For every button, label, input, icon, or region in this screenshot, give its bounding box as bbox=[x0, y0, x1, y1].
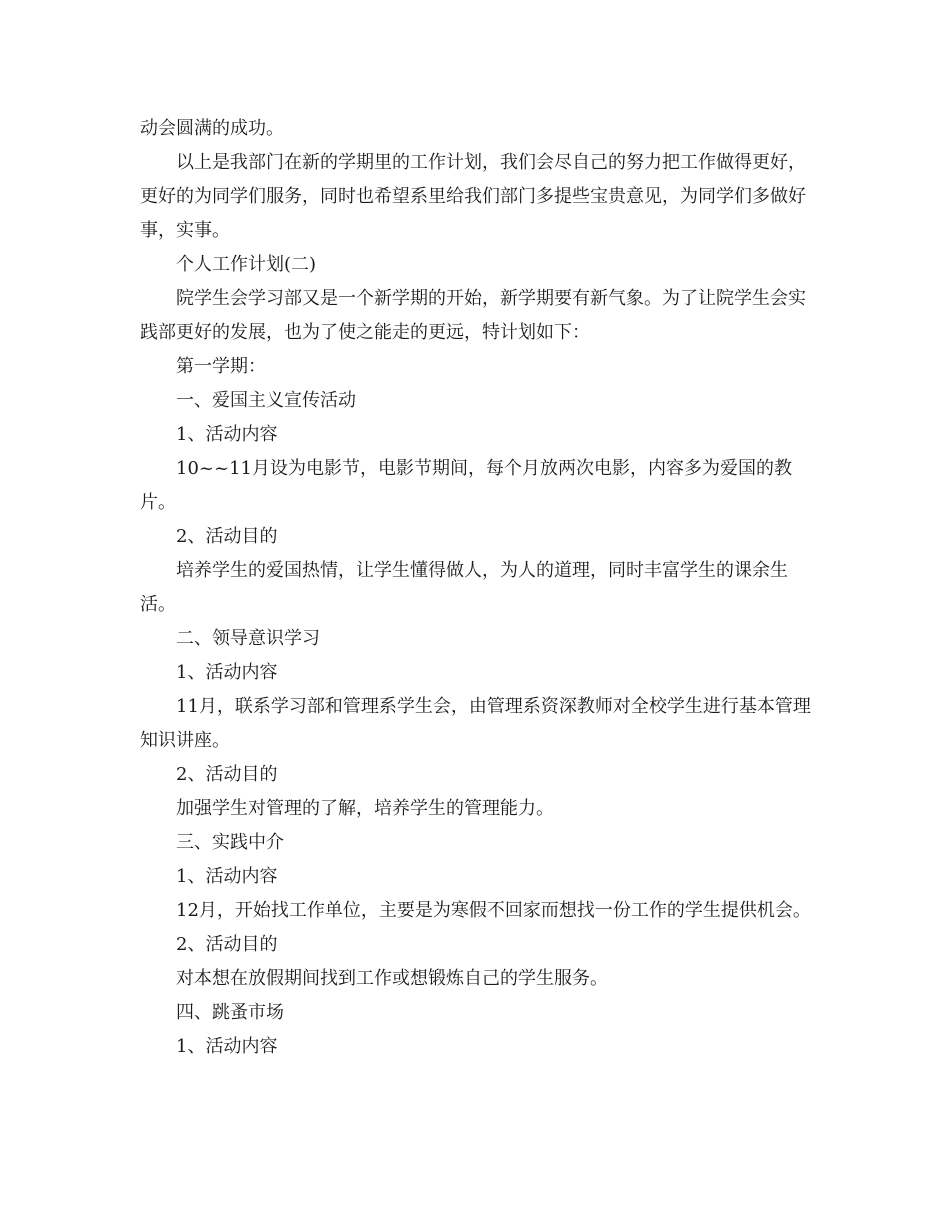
paragraph-body: 加强学生对管理的了解，培养学生的管理能力。 bbox=[176, 798, 554, 819]
activity-heading: 四、跳蚤市场 bbox=[176, 1002, 284, 1023]
subheading-goal: 2、活动目的 bbox=[176, 934, 278, 955]
subheading-content: 1、活动内容 bbox=[176, 424, 278, 445]
section-title: 个人工作计划(二) bbox=[176, 254, 317, 275]
subheading-goal: 2、活动目的 bbox=[176, 526, 278, 547]
activity-heading: 一、爱国主义宣传活动 bbox=[176, 390, 356, 411]
paragraph-summary: 以上是我部门在新的学期里的工作计划，我们会尽自己的努力把工作做得更好，更好的为同学们服务，同时也希望系里给我们部门多提些宝贵意见，为同学们多做好事，实事。 bbox=[140, 152, 806, 241]
paragraph-body: 培养学生的爱国热情，让学生懂得做人，为人的道理，同时丰富学生的课余生活。 bbox=[140, 560, 788, 615]
activity-heading: 三、实践中介 bbox=[176, 832, 284, 853]
paragraph-body: 10~~11月设为电影节，电影节期间，每个月放两次电影，内容多为爱国的教片。 bbox=[140, 458, 792, 513]
paragraph-body: 11月，联系学习部和管理系学生会，由管理系资深教师对全校学生进行基本管理知识讲座。 bbox=[140, 696, 811, 751]
paragraph-body: 对本想在放假期间找到工作或想锻炼自己的学生服务。 bbox=[176, 968, 608, 989]
subheading-content: 1、活动内容 bbox=[176, 1036, 278, 1057]
paragraph-intro: 院学生会学习部又是一个新学期的开始，新学期要有新气象。为了让院学生会实践部更好的发展，也为了使之能走的更远，特计划如下： bbox=[140, 288, 806, 343]
activity-heading: 二、领导意识学习 bbox=[176, 628, 320, 649]
subheading-content: 1、活动内容 bbox=[176, 866, 278, 887]
paragraph-body: 12月，开始找工作单位，主要是为寒假不回家而想找一份工作的学生提供机会。 bbox=[176, 900, 811, 921]
subheading-goal: 2、活动目的 bbox=[176, 764, 278, 785]
subheading-content: 1、活动内容 bbox=[176, 662, 278, 683]
document-body bbox=[140, 112, 820, 1064]
paragraph-continuation: 动会圆满的成功。 bbox=[140, 118, 284, 139]
semester-heading: 第一学期： bbox=[176, 356, 266, 377]
